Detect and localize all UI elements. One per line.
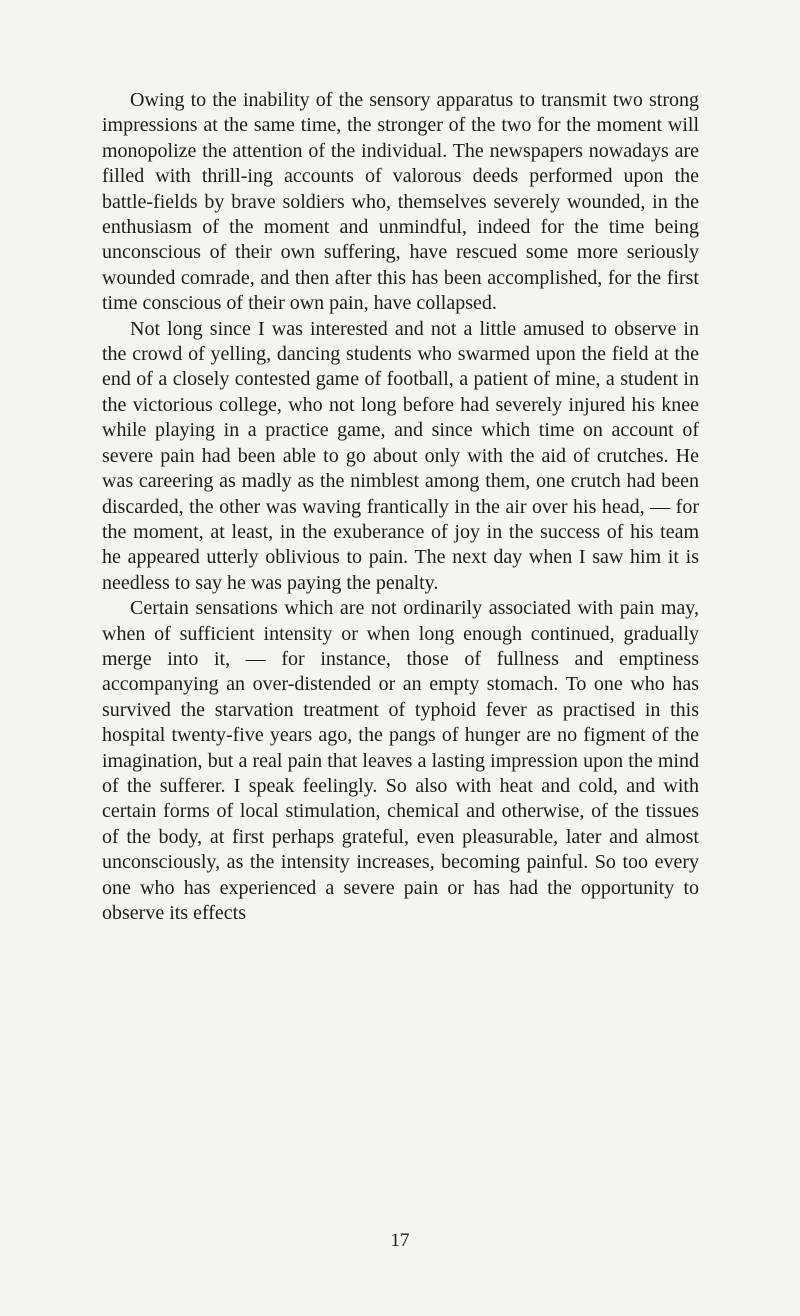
paragraph-3: Certain sensations which are not ordinarily associated with pain may, when of sufficient intensity or when long enough continued, gradually merge into it, — for instance, those of fullness and emptiness accompanying an over-distended or an empty stomach. To one who has survived the starvation treatment of typhoid fever as practised in this hospital twenty-five years ago, the pangs of hunger are no figment of the imagination, but a real pain that leaves a lasting impression upon the mind of the sufferer. I speak feelingly. So also with heat and cold, and with certain forms of local stimulation, chemical and otherwise, of the tissues of the body, at first perhaps grateful, even pleasurable, later and almost unconsciously, as the intensity increases, becoming painful. So too every one who has experienced a severe pain or has had the opportunity to observe its effects — [102, 597, 699, 924]
page-number: 17 — [390, 1230, 410, 1251]
paragraph-1: Owing to the inability of the sensory apparatus to transmit two strong impressions at the same time, the stronger of the two for the moment will monopolize the attention of the individual. The newspapers nowadays are filled with thrill-ing accounts of valorous deeds performed upon the battle-fields by brave soldiers who, themselves severely wounded, in the enthusiasm of the moment and unmindful, indeed for the time being unconscious of their own suffering, have rescued some more seriously wounded comrade, and then after this has been accomplished, for the first time conscious of their own pain, have collapsed. — [102, 89, 699, 315]
paragraph-2: Not long since I was interested and not a little amused to observe in the crowd of yelling, dancing students who swarmed upon the field at the end of a closely contested game of football, a patient of mine, a student in the victorious college, who not long before had severely injured his knee while playing in a practice game, and since which time on account of severe pain had been able to go about only with the aid of crutches. He was careering as madly as the nimblest among them, one crutch had been discarded, the other was waving frantically in the air over his head, — for the moment, at least, in the exuberance of joy in the success of his team he appeared utterly oblivious to pain. The next day when I saw him it is needless to say he was paying the penalty. — [102, 317, 699, 594]
body-text — [102, 88, 699, 926]
